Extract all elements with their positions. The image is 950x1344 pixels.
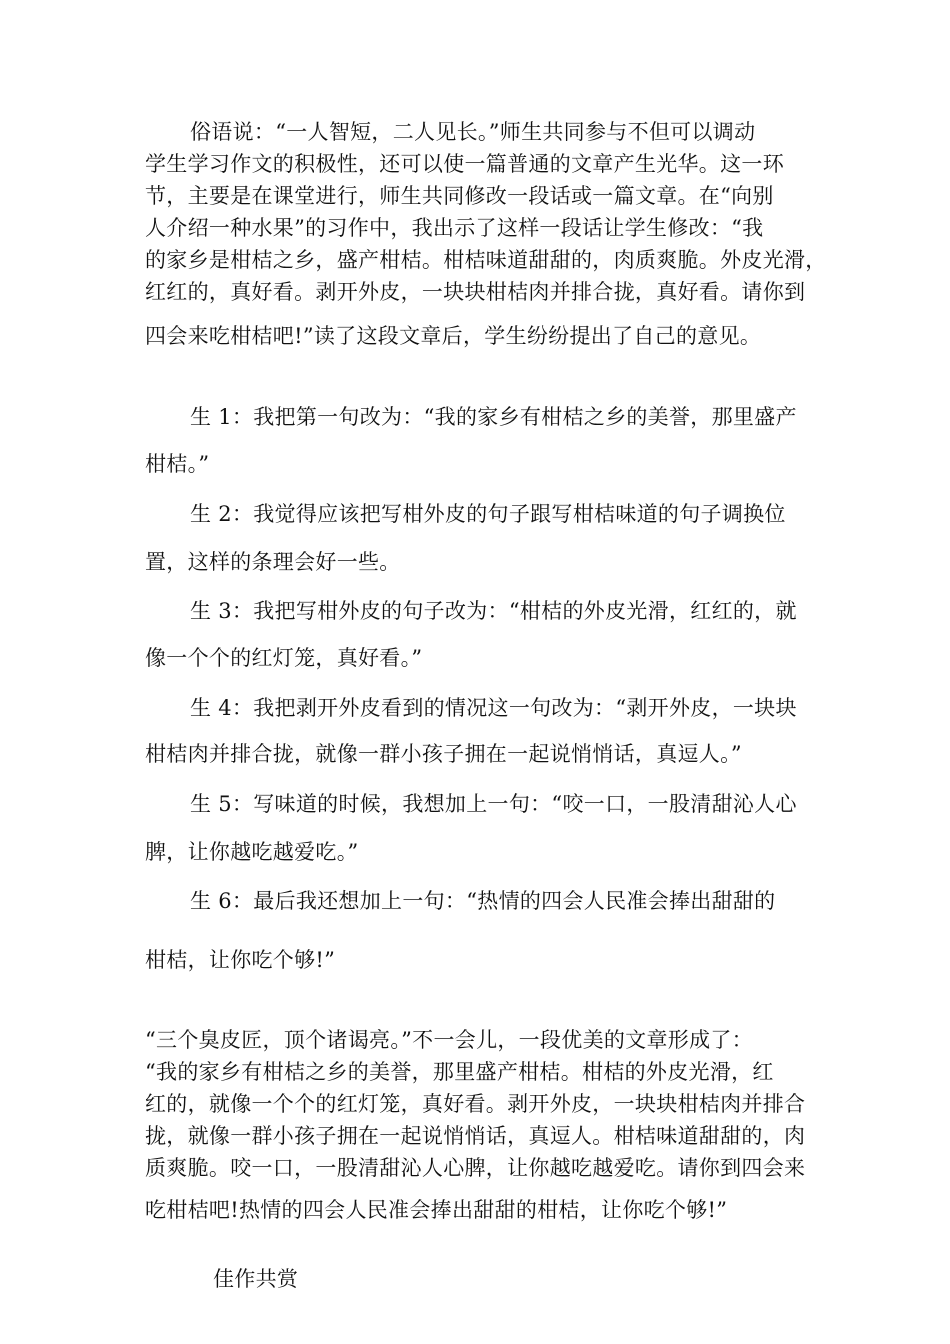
text-line: 红红的，真好看。剥开外皮，一块块柑桔肉并排合拢，真好看。请你到 bbox=[145, 280, 806, 304]
text-line: 生 2：我觉得应该把写柑外皮的句子跟写柑桔味道的句子调换位 bbox=[190, 502, 786, 526]
text-line: 拢，就像一群小孩子拥在一起说悄悄话，真逗人。柑桔味道甜甜的，肉 bbox=[145, 1124, 806, 1148]
text-line: 生 6：最后我还想加上一句：“热情的四会人民准会捧出甜甜的 bbox=[190, 889, 776, 913]
text-line: 生 5：写味道的时候，我想加上一句：“咬一口，一股清甜沁人心 bbox=[190, 792, 797, 816]
text-line: 柑桔。” bbox=[145, 452, 210, 476]
section-heading: 佳作共赏 bbox=[213, 1267, 299, 1291]
text-line: 质爽脆。咬一口，一股清甜沁人心脾，让你越吃越爱吃。请你到四会来 bbox=[145, 1156, 806, 1180]
text-line: 生 3：我把写柑外皮的句子改为：“柑桔的外皮光滑，红红的，就 bbox=[190, 599, 797, 623]
text-line: “三个臭皮匠，顶个诸谒亮。”不一会儿，一段优美的文章形成了： bbox=[145, 1028, 753, 1052]
text-line: 四会来吃柑桔吧!”读了这段文章后，学生纷纷提出了自己的意见。 bbox=[145, 324, 762, 348]
text-line: 置，这样的条理会好一些。 bbox=[145, 550, 401, 574]
text-line: 生 4：我把剥开外皮看到的情况这一句改为：“剥开外皮，一块块 bbox=[190, 696, 797, 720]
text-line: “我的家乡有柑桔之乡的美誉，那里盛产柑桔。柑桔的外皮光滑，红 bbox=[145, 1060, 774, 1084]
text-line: 柑桔，让你吃个够!” bbox=[145, 948, 336, 972]
text-line: 脾，让你越吃越爱吃。” bbox=[145, 840, 359, 864]
text-line: 学生学习作文的积极性，还可以使一篇普通的文章产生光华。这一环 bbox=[145, 152, 784, 176]
text-line: 红的，就像一个个的红灯笼，真好看。剥开外皮，一块块柑桔肉并排合 bbox=[145, 1092, 806, 1116]
text-line: 人介绍一种水果”的习作中，我出示了这样一段话让学生修改：“我 bbox=[145, 216, 764, 240]
text-line: 柑桔肉并排合拢，就像一群小孩子拥在一起说悄悄话，真逗人。” bbox=[145, 742, 742, 766]
text-line: 节，主要是在课堂进行，师生共同修改一段话或一篇文章。在“向别 bbox=[145, 184, 774, 208]
text-line: 俗语说：“一人智短，二人见长。”师生共同参与不但可以调动 bbox=[190, 120, 756, 144]
text-line: 的家乡是柑桔之乡，盛产柑桔。柑桔味道甜甜的，肉质爽脆。外皮光滑， bbox=[145, 248, 827, 272]
text-line: 像一个个的红灯笼，真好看。” bbox=[145, 646, 423, 670]
text-line: 吃柑桔吧!热情的四会人民准会捧出甜甜的柑桔，让你吃个够!” bbox=[145, 1198, 728, 1222]
text-line: 生 1：我把第一句改为：“我的家乡有柑桔之乡的美誉，那里盛产 bbox=[190, 405, 797, 429]
